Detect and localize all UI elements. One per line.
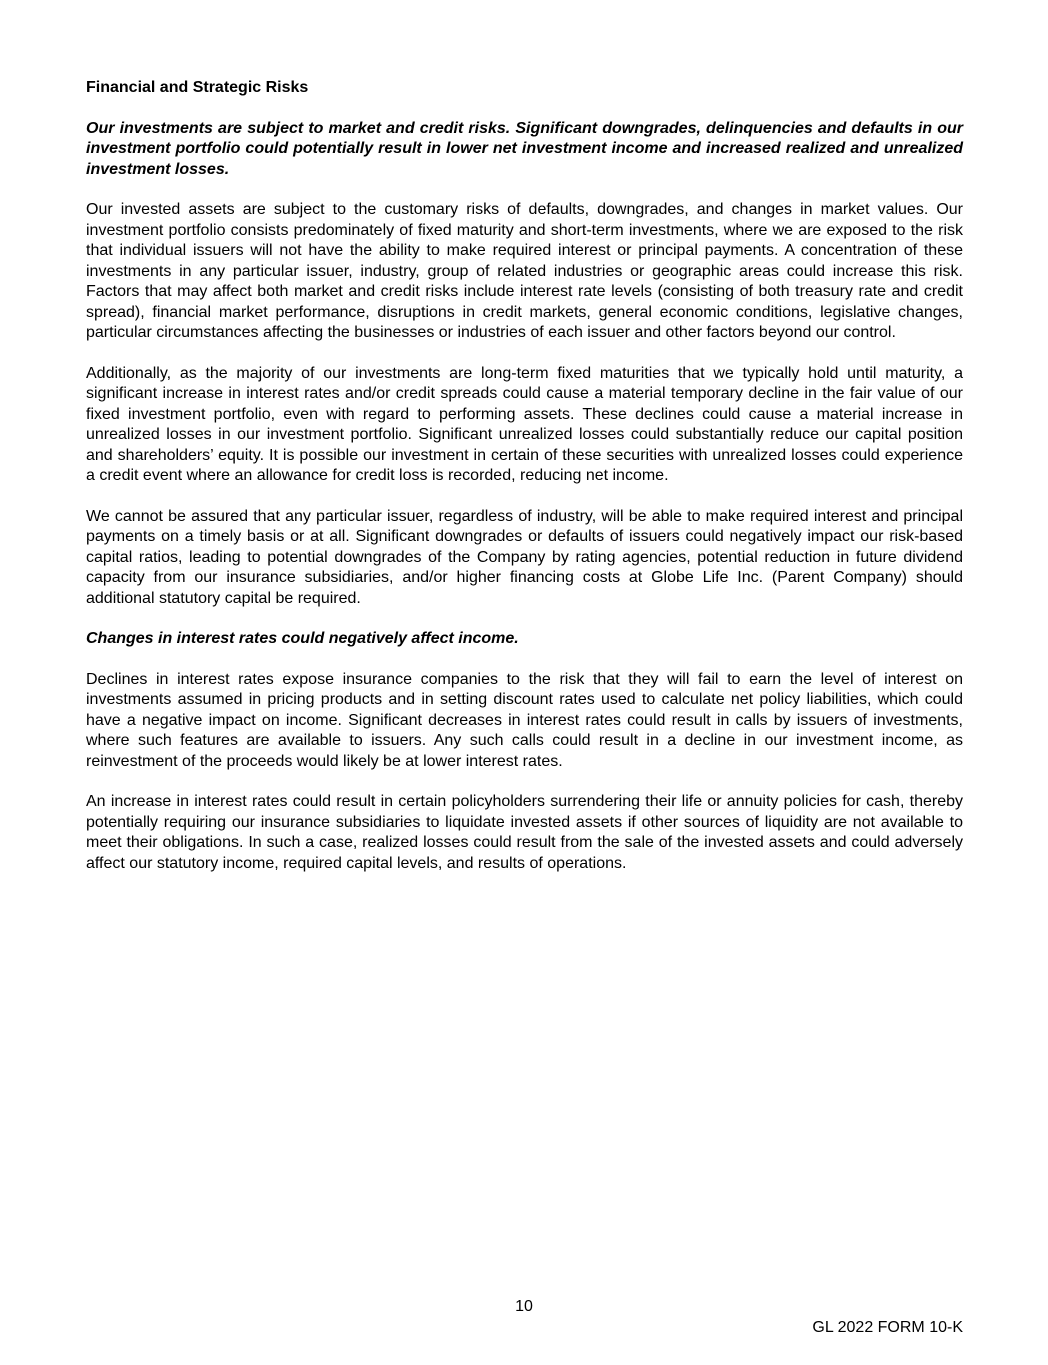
paragraph: We cannot be assured that any particular issuer, regardless of industry, will be able to make required interest and principal payments on a timely basis or at all. Significant downgrades or defaults of issuers could negatively impact our risk-based capital ratios, leading to potential downgrades of the Company by rating agencies, potential reduction in future dividend capacity from our insurance subsidiaries, and/or higher financing costs at Globe Life Inc. (Parent Company) should additional statutory capital be required. xyxy=(86,507,963,607)
document-body xyxy=(86,78,963,894)
paragraph: Our invested assets are subject to the customary risks of defaults, downgrades, and changes in market values. Our investment portfolio consists predominately of fixed maturity and short-term investments, where we are exposed to the risk that individual issuers will not have the ability to make required interest or principal payments. A concentration of these investments in any particular issuer, industry, group of related industries or geographic areas could increase this risk. Factors that may affect both market and credit risks include interest rate levels (consisting of both treasury rate and credit spread), financial market performance, disruptions in credit markets, general economic conditions, legislative changes, particular circumstances affecting the businesses or industries of each issuer and other factors beyond our control. xyxy=(86,201,963,341)
form-label: GL 2022 FORM 10-K xyxy=(812,1319,963,1336)
risk-heading-interest-rates: Changes in interest rates could negatively affect income. xyxy=(86,630,519,647)
page-number: 10 xyxy=(515,1298,533,1315)
section-title: Financial and Strategic Risks xyxy=(86,79,309,96)
risk-heading-investments: Our investments are subject to market and credit risks. Significant downgrades, delinquencies and defaults in our investment portfolio could potentially result in lower net investment income and increased realized and unrealized investment losses. xyxy=(86,119,963,178)
paragraph: Declines in interest rates expose insurance companies to the risk that they will fail to earn the level of interest on investments assumed in pricing products and in setting discount rates used to calculate net policy liabilities, which could have a negative impact on income. Significant decreases in interest rates could result in calls by issuers of investments, where such features are available to issuers. Any such calls could result in a decline in our investment income, as reinvestment of the proceeds would likely be at lower interest rates. xyxy=(86,670,963,770)
paragraph: An increase in interest rates could result in certain policyholders surrendering their life or annuity policies for cash, thereby potentially requiring our insurance subsidiaries to liquidate invested assets if other sources of liquidity are not available to meet their obligations. In such a case, realized losses could result from the sale of the invested assets and could adversely affect our statutory income, required capital levels, and results of operations. xyxy=(86,793,963,872)
paragraph: Additionally, as the majority of our investments are long-term fixed maturities that we typically hold until maturity, a significant increase in interest rates and/or credit spreads could cause a material temporary decline in the fair value of our fixed investment portfolio, even with regard to performing assets. These declines could cause a material increase in unrealized losses in our investment portfolio. Significant unrealized losses could substantially reduce our capital position and shareholders’ equity. It is possible our investment in certain of these securities with unrealized losses could experience a credit event where an allowance for credit loss is recorded, reducing net income. xyxy=(86,364,963,484)
